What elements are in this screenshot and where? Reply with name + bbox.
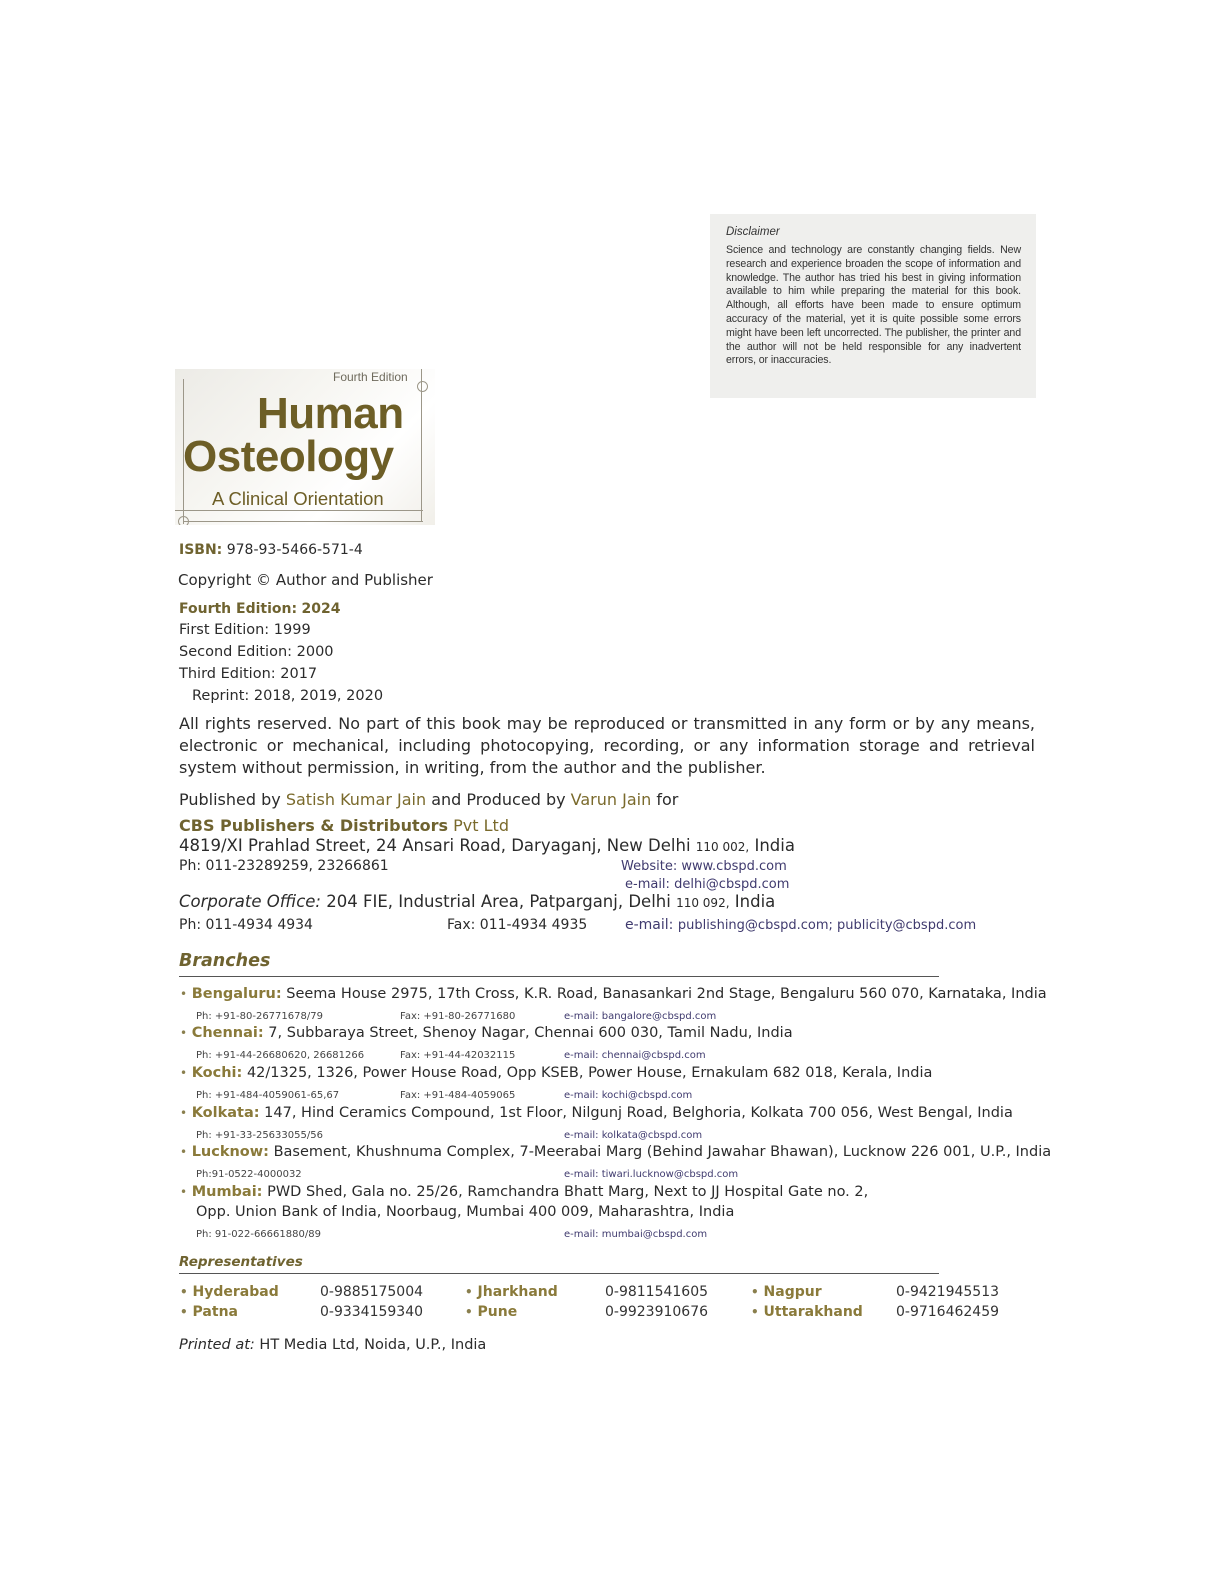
printed-value: HT Media Ltd, Noida, U.P., India	[259, 1337, 487, 1353]
bullet-icon: •	[751, 1305, 759, 1319]
company-country: India	[754, 836, 795, 855]
bullet-icon: •	[465, 1305, 473, 1319]
publisher-name: Satish Kumar Jain	[285, 790, 427, 809]
rep-name: Hyderabad	[192, 1284, 279, 1300]
branches-heading: Branches	[179, 951, 271, 971]
branch-phone: Ph: +91-44-26680620, 26681266	[196, 1050, 365, 1061]
rep-item	[465, 1304, 517, 1320]
branch-phone: Ph: +91-33-25633055/56	[196, 1130, 323, 1141]
company-name	[179, 816, 509, 835]
company-name-text: CBS Publishers & Distributors	[179, 816, 449, 835]
branch-item	[180, 986, 1047, 1002]
branch-name: Kochi:	[191, 1065, 243, 1081]
branch-address: 42/1325, 1326, Power House Road, Opp KSEB, Power House, Ernakulam 682 018, Kerala, India	[246, 1065, 933, 1081]
company-pin: 110 002,	[695, 840, 750, 854]
branch-phone: Ph:91-0522-4000032	[196, 1169, 302, 1180]
printed-line	[179, 1337, 486, 1353]
edition-item: Third Edition: 2017	[179, 666, 318, 682]
bullet-icon: •	[180, 1285, 188, 1299]
current-edition	[179, 601, 341, 617]
corporate-pin: 110 092,	[676, 896, 730, 910]
corporate-email-link[interactable]: publishing@cbspd.com; publicity@cbspd.com	[677, 918, 977, 933]
rights-statement: All rights reserved. No part of this book may be reproduced or transmitted in any form or by any means, electronic or mechanical, including photocopying, recording, or any information storage and retrieval system without permission, in writing, from the author and the publisher.	[179, 714, 1035, 777]
disclaimer-title: Disclaimer	[726, 226, 780, 238]
printed-label: Printed at:	[179, 1337, 255, 1353]
bullet-icon: •	[180, 1185, 188, 1199]
branch-fax: Fax: +91-484-4059065	[400, 1090, 516, 1101]
published-prefix: Published by	[179, 790, 281, 809]
branch-email[interactable]: e-mail: chennai@cbspd.com	[564, 1050, 706, 1061]
branch-name: Chennai:	[191, 1025, 264, 1041]
bullet-icon: •	[465, 1285, 473, 1299]
reprint-line: Reprint: 2018, 2019, 2020	[192, 688, 384, 704]
rep-phone: 0-9334159340	[320, 1304, 424, 1320]
bullet-icon: •	[180, 1026, 188, 1040]
rep-name: Patna	[192, 1304, 238, 1320]
published-line	[179, 790, 678, 809]
ornament-circle-icon	[178, 516, 189, 525]
edition-item: First Edition: 1999	[179, 622, 311, 638]
branch-address: Basement, Khushnuma Complex, 7-Meerabai Marg (Behind Jawahar Bhawan), Lucknow 226 001, U.P., India	[273, 1144, 1052, 1160]
company-address	[179, 836, 795, 855]
current-edition-label: Fourth Edition:	[179, 601, 298, 617]
branch-email[interactable]: e-mail: tiwari.lucknow@cbspd.com	[564, 1169, 739, 1180]
branch-name: Bengaluru:	[191, 986, 282, 1002]
rep-phone: 0-9421945513	[896, 1284, 1000, 1300]
copyright-line: Copyright © Author and Publisher	[178, 571, 433, 589]
corporate-phone: Ph: 011-4934 4934	[179, 917, 313, 933]
corporate-address-text: 204 FIE, Industrial Area, Patparganj, Delhi	[326, 892, 671, 911]
bullet-icon: •	[180, 1066, 188, 1080]
bullet-icon: •	[751, 1285, 759, 1299]
company-suffix: Pvt Ltd	[453, 816, 509, 835]
corporate-email-label: e-mail:	[625, 917, 674, 933]
rep-name: Nagpur	[763, 1284, 822, 1300]
cover-edition: Fourth Edition	[333, 370, 408, 384]
company-website	[621, 859, 787, 874]
rep-phone: 0-9923910676	[605, 1304, 709, 1320]
corporate-label: Corporate Office:	[179, 892, 321, 911]
isbn-value: 978-93-5466-571-4	[226, 542, 363, 558]
branch-fax: Fax: +91-80-26771680	[400, 1011, 516, 1022]
rep-item	[751, 1284, 822, 1300]
branch-email[interactable]: e-mail: bangalore@cbspd.com	[564, 1011, 717, 1022]
branch-fax: Fax: +91-44-42032115	[400, 1050, 516, 1061]
isbn-label: ISBN:	[179, 542, 223, 558]
branch-name: Lucknow:	[191, 1144, 269, 1160]
rep-phone: 0-9885175004	[320, 1284, 424, 1300]
branch-phone: Ph: +91-80-26771678/79	[196, 1011, 323, 1022]
rep-name: Pune	[477, 1304, 518, 1320]
disclaimer-text: Science and technology are constantly changing fields. New research and experience broaden the scope of information and knowledge. The author has tried his best in giving information available to him while preparing the material for this book. Although, all efforts have been made to ensure optimum accuracy of the material, yet it is quite possible some errors might have been left uncorrected. The publisher, the printer and the author will not be held responsible for any inadvertent errors, or inaccuracies.	[726, 244, 1021, 367]
rep-item	[465, 1284, 558, 1300]
published-suffix: for	[656, 790, 679, 809]
branch-address: PWD Shed, Gala no. 25/26, Ramchandra Bhatt Marg, Next to JJ Hospital Gate no. 2,	[267, 1184, 869, 1200]
cover-subtitle: A Clinical Orientation	[212, 488, 384, 509]
branch-item	[180, 1065, 932, 1081]
bullet-icon: •	[180, 1145, 188, 1159]
rep-item	[180, 1304, 238, 1320]
bullet-icon: •	[180, 1305, 188, 1319]
branch-name: Kolkata:	[191, 1105, 260, 1121]
email-label: e-mail:	[625, 877, 670, 892]
bullet-icon: •	[180, 987, 188, 1001]
email-link[interactable]: delhi@cbspd.com	[674, 877, 790, 892]
rep-phone: 0-9716462459	[896, 1304, 1000, 1320]
current-edition-year: 2024	[301, 601, 341, 617]
edition-item: Second Edition: 2000	[179, 644, 334, 660]
representatives-divider	[179, 1273, 939, 1274]
corporate-email	[625, 917, 976, 933]
corporate-country: India	[734, 892, 776, 911]
ornament-circle-icon	[417, 381, 428, 392]
cover-title-line2: Osteology	[183, 432, 394, 481]
book-cover	[175, 369, 435, 525]
rep-phone: 0-9811541605	[605, 1284, 709, 1300]
rep-item	[180, 1284, 279, 1300]
branch-item	[180, 1144, 1051, 1160]
representatives-heading: Representatives	[179, 1254, 303, 1270]
branch-address: Seema House 2975, 17th Cross, K.R. Road, Banasankari 2nd Stage, Bengaluru 560 070, Karnataka, India	[286, 986, 1047, 1002]
rep-name: Jharkhand	[477, 1284, 558, 1300]
website-label: Website:	[621, 859, 678, 874]
company-email	[625, 877, 789, 892]
isbn-line	[179, 542, 363, 558]
branches-divider	[179, 976, 939, 977]
branch-phone: Ph: +91-484-4059061-65,67	[196, 1090, 340, 1101]
rep-name: Uttarakhand	[763, 1304, 863, 1320]
branch-item	[180, 1184, 868, 1200]
branch-email[interactable]: e-mail: kochi@cbspd.com	[564, 1090, 693, 1101]
branch-item	[180, 1105, 1013, 1121]
disclaimer-box	[710, 214, 1036, 398]
branch-address: 147, Hind Ceramics Compound, 1st Floor, Nilgunj Road, Belghoria, Kolkata 700 056, West Bengal, India	[264, 1105, 1013, 1121]
corporate-address	[179, 892, 775, 911]
branch-email[interactable]: e-mail: kolkata@cbspd.com	[564, 1130, 703, 1141]
branch-phone: Ph: 91-022-66661880/89	[196, 1229, 321, 1240]
branch-address-line2: Opp. Union Bank of India, Noorbaug, Mumbai 400 009, Maharashtra, India	[196, 1204, 735, 1220]
branch-email[interactable]: e-mail: mumbai@cbspd.com	[564, 1229, 708, 1240]
bullet-icon: •	[180, 1106, 188, 1120]
branch-address: 7, Subbaraya Street, Shenoy Nagar, Chennai 600 030, Tamil Nadu, India	[268, 1025, 793, 1041]
website-link[interactable]: www.cbspd.com	[681, 859, 787, 874]
rep-item	[751, 1304, 863, 1320]
producer-name: Varun Jain	[570, 790, 652, 809]
branch-name: Mumbai:	[191, 1184, 263, 1200]
company-address-text: 4819/XI Prahlad Street, 24 Ansari Road, Daryaganj, New Delhi	[179, 836, 691, 855]
company-phone: Ph: 011-23289259, 23266861	[179, 858, 389, 874]
corporate-fax: Fax: 011-4934 4935	[447, 917, 588, 933]
cover-title-line1: Human	[257, 389, 404, 438]
branch-item	[180, 1025, 793, 1041]
published-middle: and Produced by	[431, 790, 566, 809]
